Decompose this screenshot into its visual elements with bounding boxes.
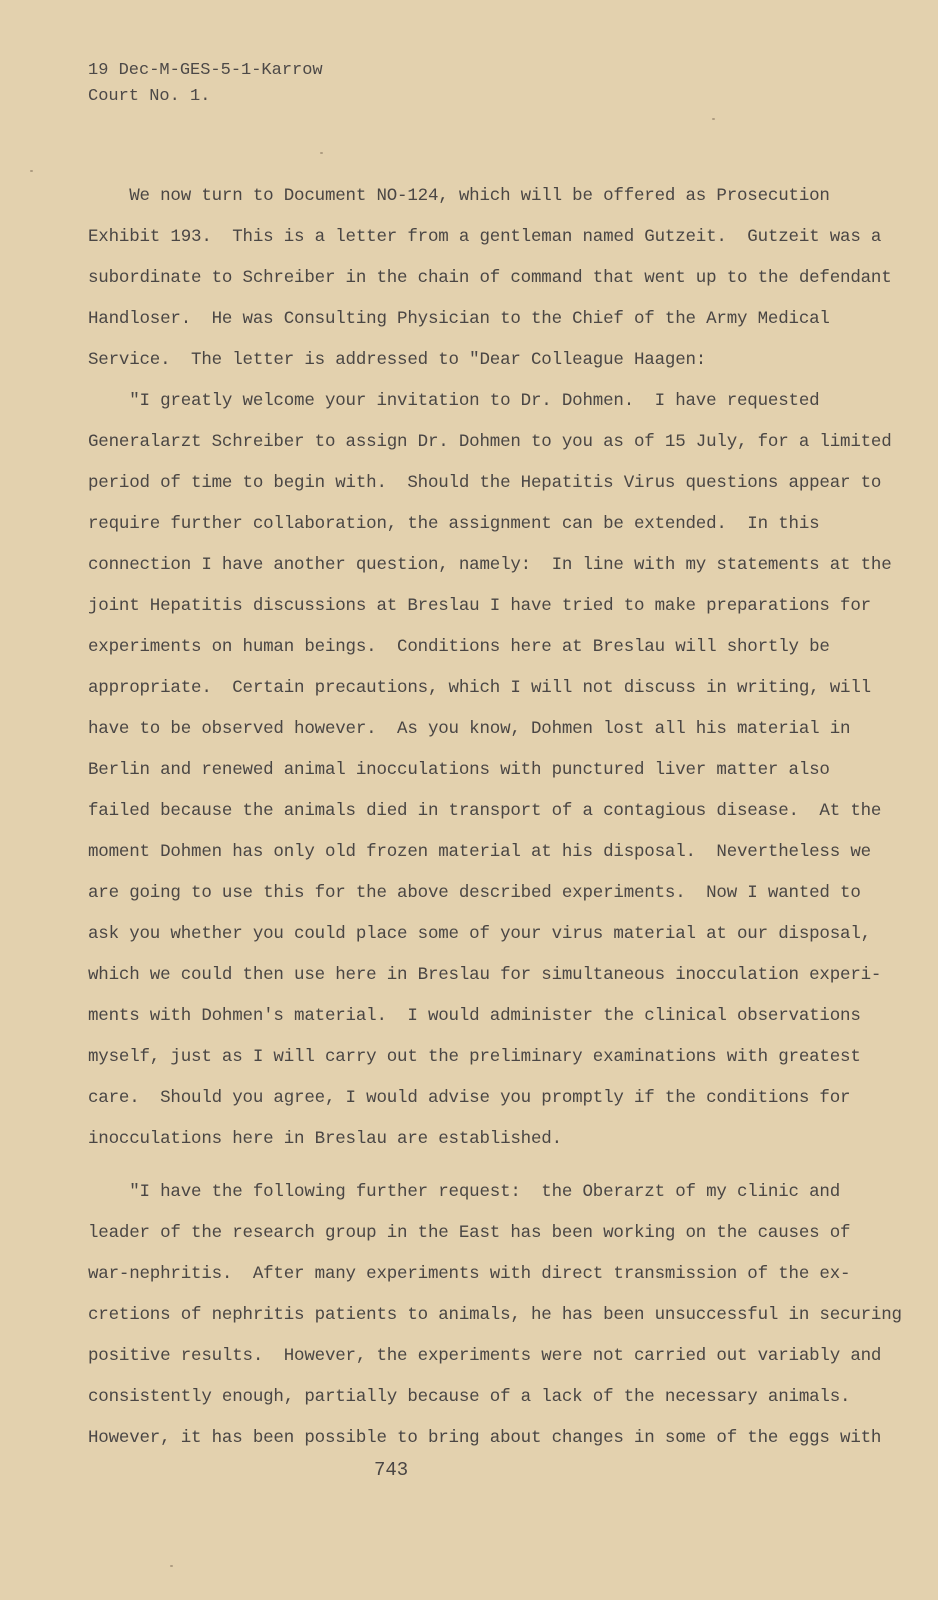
header-reference: 19 Dec-M-GES-5-1-Karrow <box>88 61 323 80</box>
document-header <box>88 58 323 110</box>
text-line: require further collaboration, the assignment can be extended. In this <box>88 514 820 534</box>
text-line: Berlin and renewed animal inocculations with punctured liver matter also <box>88 760 830 780</box>
text-line: Exhibit 193. This is a letter from a gentleman named Gutzeit. Gutzeit was a <box>88 227 882 247</box>
text-line: war-nephritis. After many experiments with direct transmission of the ex- <box>88 1264 851 1284</box>
text-line: Generalarzt Schreiber to assign Dr. Dohmen to you as of 15 July, for a limited <box>88 432 892 452</box>
text-line: "I have the following further request: the Oberarzt of my clinic and <box>88 1182 841 1202</box>
text-line: "I greatly welcome your invitation to Dr. Dohmen. I have requested <box>88 391 820 411</box>
text-line: moment Dohmen has only old frozen material at his disposal. Nevertheless we <box>88 842 871 862</box>
text-line: Handloser. He was Consulting Physician to the Chief of the Army Medical <box>88 309 830 329</box>
text-line: period of time to begin with. Should the Hepatitis Virus questions appear to <box>88 473 882 493</box>
text-line: subordinate to Schreiber in the chain of command that went up to the defendant <box>88 268 892 288</box>
page-number: 743 <box>374 1459 409 1481</box>
header-court: Court No. 1. <box>88 87 211 106</box>
text-line: consistently enough, partially because of a lack of the necessary animals. <box>88 1387 851 1407</box>
text-line: myself, just as I will carry out the preliminary examinations with greatest <box>88 1047 861 1067</box>
text-line: Service. The letter is addressed to "Dear Colleague Haagen: <box>88 350 707 370</box>
document-body <box>88 176 902 1459</box>
text-line: inocculations here in Breslau are established. <box>88 1129 562 1149</box>
paper-speck <box>170 1565 173 1567</box>
paper-speck <box>30 170 33 172</box>
text-line: joint Hepatitis discussions at Breslau I have tried to make preparations for <box>88 596 871 616</box>
paragraph <box>88 1172 902 1459</box>
text-line: positive results. However, the experiments were not carried out variably and <box>88 1346 882 1366</box>
text-line: However, it has been possible to bring about changes in some of the eggs with <box>88 1428 882 1448</box>
paper-speck <box>320 152 323 154</box>
text-line: failed because the animals died in transport of a contagious disease. At the <box>88 801 882 821</box>
text-line: which we could then use here in Breslau for simultaneous inocculation experi- <box>88 965 882 985</box>
paragraph-gap <box>88 1160 888 1172</box>
paper-speck <box>712 118 715 120</box>
text-line: have to be observed however. As you know, Dohmen lost all his material in <box>88 719 851 739</box>
text-line: We now turn to Document NO-124, which will be offered as Prosecution <box>88 186 830 206</box>
text-line: cretions of nephritis patients to animals, he has been unsuccessful in securing <box>88 1305 902 1325</box>
text-line: ments with Dohmen's material. I would administer the clinical observations <box>88 1006 861 1026</box>
text-line: are going to use this for the above described experiments. Now I wanted to <box>88 883 861 903</box>
paragraph <box>88 176 892 381</box>
text-line: experiments on human beings. Conditions here at Breslau will shortly be <box>88 637 830 657</box>
text-line: appropriate. Certain precautions, which I will not discuss in writing, will <box>88 678 871 698</box>
text-line: care. Should you agree, I would advise you promptly if the conditions for <box>88 1088 851 1108</box>
paragraph <box>88 381 892 1160</box>
text-line: leader of the research group in the East has been working on the causes of <box>88 1223 851 1243</box>
text-line: ask you whether you could place some of your virus material at our disposal, <box>88 924 871 944</box>
text-line: connection I have another question, namely: In line with my statements at the <box>88 555 892 575</box>
